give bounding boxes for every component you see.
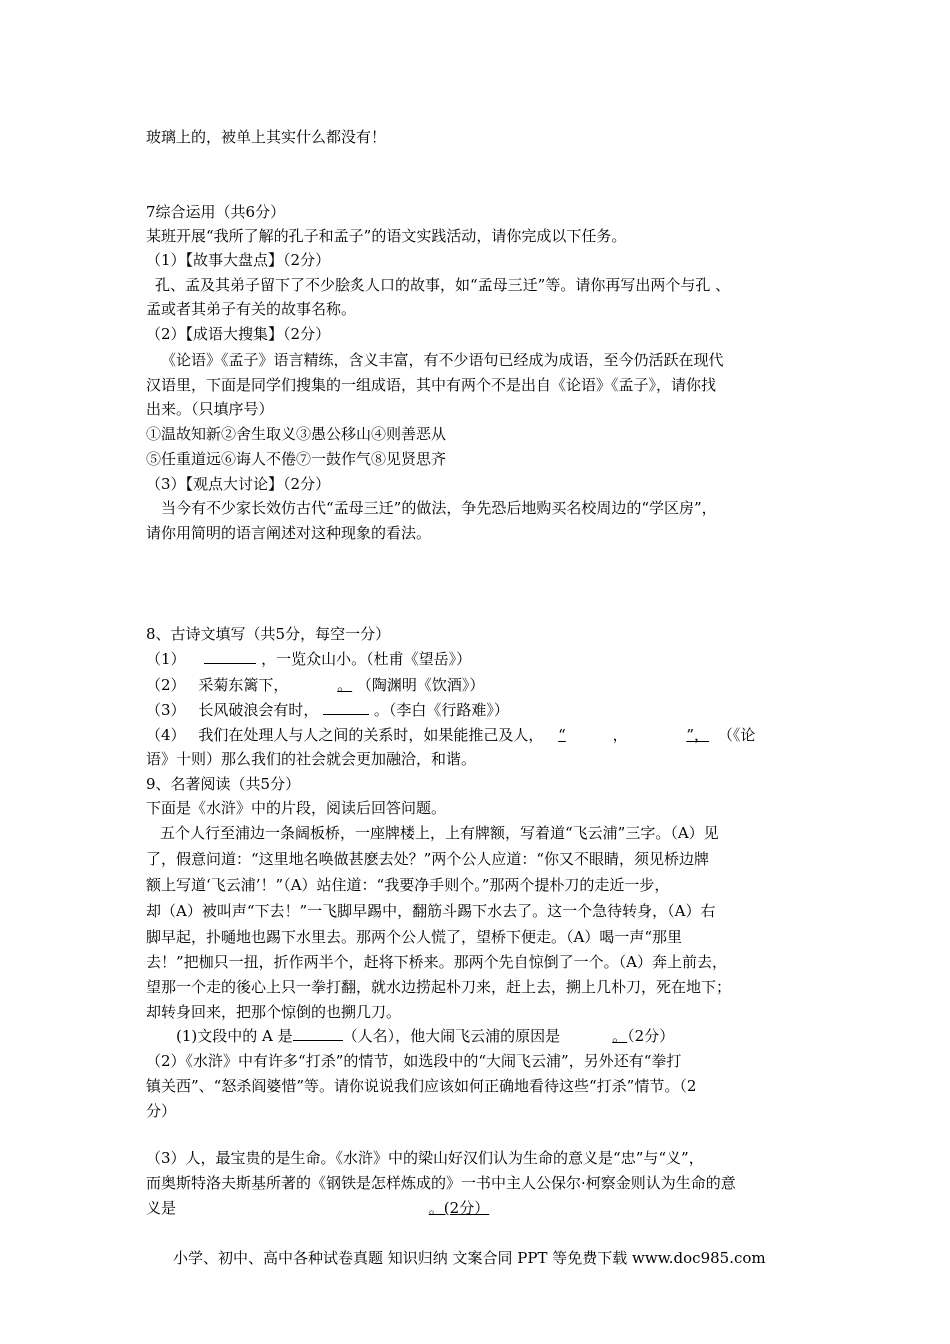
q9-sub3-line3 <box>146 1197 489 1219</box>
q8-item2-answer[interactable] <box>293 676 352 694</box>
q9-sub2-line2: 镇关西”、“怒杀阎婆惜”等。请你说说我们应该如何正确地看待这些“打杀”情节。（2 <box>146 1077 697 1095</box>
carryover-text: 玻璃上的，被单上其实什么都没有！ <box>146 128 387 146</box>
q9-sub1-middle: （人名），他大闹飞云浦的原因是 <box>342 1027 561 1045</box>
q9-sub1-answer2[interactable] <box>560 1027 627 1045</box>
q7-part1-text-line1: 孔、孟及其弟子留下了不少脍炙人口的故事，如“孟母三迁”等。请你再写出两个与孔 、 <box>155 276 731 294</box>
q8-item4-answer1[interactable] <box>558 726 608 744</box>
q8-item3 <box>146 699 509 721</box>
q8-item4-answer2[interactable] <box>642 726 709 744</box>
q9-title: 9、名著阅读（共5分） <box>146 775 301 793</box>
q9-passage-line: 了，假意问道：“这里地名唤做甚麽去处？”两个公人应道：“你又不眼睛，须见桥边牌 <box>146 850 710 868</box>
q7-part3-text-line2: 请你用简明的语言阐述对这种现象的看法。 <box>146 524 432 542</box>
q7-part2-text-line2: 汉语里，下面是同学们搜集的一组成语，其中有两个不是出自《论语》《孟子》，请你找 <box>146 376 717 394</box>
q9-passage-line: 脚早起，扑嗵地也踢下水里去。那两个公人慌了，望桥下便走。（A）喝一声“那里 <box>146 928 683 946</box>
q8-item4-comma: ， <box>612 726 628 744</box>
page-footer: 小学、初中、高中各种试卷真题 知识归纳 文案合同 PPT 等免费下载 www.doc985.com <box>173 1249 766 1267</box>
q9-sub1-period: 。 <box>612 1027 628 1045</box>
q8-item1-text: ，一览众山小。（杜甫《望岳》） <box>261 650 472 668</box>
q8-item2-prefix: 采菊东篱下， <box>198 676 289 694</box>
q9-passage-line: 望那一个走的後心上只一拳打翻，就水边捞起朴刀来，赶上去，搠上几朴刀，死在地下； <box>146 978 732 996</box>
q7-part3-text-line1: 当今有不少家长效仿古代“孟母三迁”的做法，争先恐后地购买名校周边的“学区房”， <box>161 499 717 517</box>
q7-idiom-list-2: ⑤任重道远⑥诲人不倦⑦一鼓作气⑧见贤思齐 <box>146 450 447 468</box>
q9-sub1-score: （2分） <box>627 1027 675 1045</box>
q8-item3-number: （3） <box>146 701 186 719</box>
q8-item4-prefix: 我们在处理人与人之间的关系时，如果能推己及人， <box>198 726 544 744</box>
q7-part2-text-line3: 出来。（只填序号） <box>146 400 274 418</box>
q9-sub2-line1: （2）《水浒》中有许多“打杀”的情节，如选段中的“大闹飞云浦”，另外还有“拳打 <box>146 1052 682 1070</box>
q9-passage-line: 额上写道‘飞云浦’！”（A）站住道：“我要净手则个。”那两个提朴刀的走近一步， <box>146 876 670 894</box>
q7-idiom-list-1: ①温故知新②舍生取义③愚公移山④则善恶从 <box>146 425 447 443</box>
q7-part2-text-line1: 《论语》《孟子》语言精练，含义丰富，有不少语句已经成为成语，至今仍活跃在现代 <box>161 351 724 369</box>
q8-item3-text: 。（李白《行路难》） <box>373 701 509 719</box>
q8-item3-blank[interactable] <box>323 699 369 715</box>
q8-item2-period: 。 <box>337 676 353 694</box>
q8-item4 <box>146 724 755 746</box>
q7-part1-heading: （1）【故事大盘点】（2分） <box>146 251 331 269</box>
q9-passage-line: 五个人行至浦边一条阔板桥，一座牌楼上，上有牌额，写着道“飞云浦”三字。（A）见 <box>160 824 719 842</box>
q7-title: 7综合运用（共6分） <box>146 203 286 221</box>
q9-sub3-line2: 而奥斯特洛夫斯基所著的《钢铁是怎样炼成的》一书中主人公保尔·柯察金则认为生命的意 <box>146 1174 736 1192</box>
q8-item4-line2: 语》十则）那么我们的社会就会更加融洽，和谐。 <box>146 750 477 768</box>
q8-item2-text: （陶渊明《饮酒》） <box>356 676 485 694</box>
q9-sub3-line1: （3）人，最宝贵的是生命。《水浒》中的梁山好汉们认为生命的意义是“忠”与“义”， <box>146 1149 704 1167</box>
q7-intro: 某班开展“我所了解的孔子和孟子”的语文实践活动，请你完成以下任务。 <box>146 227 627 245</box>
q8-item4-close-quote: ”， <box>686 726 710 744</box>
q9-sub3-answer[interactable] <box>187 1199 489 1217</box>
q9-passage-line: 却转身回来，把那个惊倒的也搠几刀。 <box>146 1003 402 1021</box>
q8-title: 8、古诗文填写（共5分，每空一分） <box>146 625 391 643</box>
q8-item1-number: （1） <box>146 650 186 668</box>
q9-sub1-blank1[interactable] <box>293 1025 343 1041</box>
q9-sub3-prefix: 义是 <box>146 1199 177 1217</box>
q9-sub3-score: 。(2分） <box>428 1199 490 1217</box>
q8-item2-blank <box>293 675 337 690</box>
q9-passage-line: 去！”把枷只一扭，折作两半个，赶将下桥来。那两个先自惊倒了一个。（A）奔上前去， <box>146 953 728 971</box>
q8-item4-number: （4） <box>146 726 186 744</box>
q8-item2 <box>146 674 484 696</box>
q9-sub1-prefix: (1)文段中的 A 是 <box>176 1027 293 1045</box>
q9-sub2-line3: 分） <box>146 1102 177 1120</box>
q8-item1-blank[interactable] <box>204 648 256 664</box>
q9-passage-line: 却（A）被叫声“下去！”一飞脚早踢中，翻筋斗踢下水去了。这一个急待转身，（A）右 <box>146 902 716 920</box>
q7-part1-text-line2: 孟或者其弟子有关的故事名称。 <box>146 300 357 318</box>
q8-item4-source: （《论 <box>717 726 756 744</box>
q8-item3-prefix: 长风破浪会有时， <box>198 701 319 719</box>
q8-item1 <box>146 648 471 670</box>
q8-item4-open-quote: “ <box>558 726 566 744</box>
q9-intro: 下面是《水浒》中的片段，阅读后回答问题。 <box>146 799 447 817</box>
q8-item2-number: （2） <box>146 676 186 694</box>
q7-part2-heading: （2）【成语大搜集】（2分） <box>146 325 331 343</box>
q9-sub1 <box>176 1025 674 1047</box>
q7-part3-heading: （3）【观点大讨论】（2分） <box>146 475 331 493</box>
